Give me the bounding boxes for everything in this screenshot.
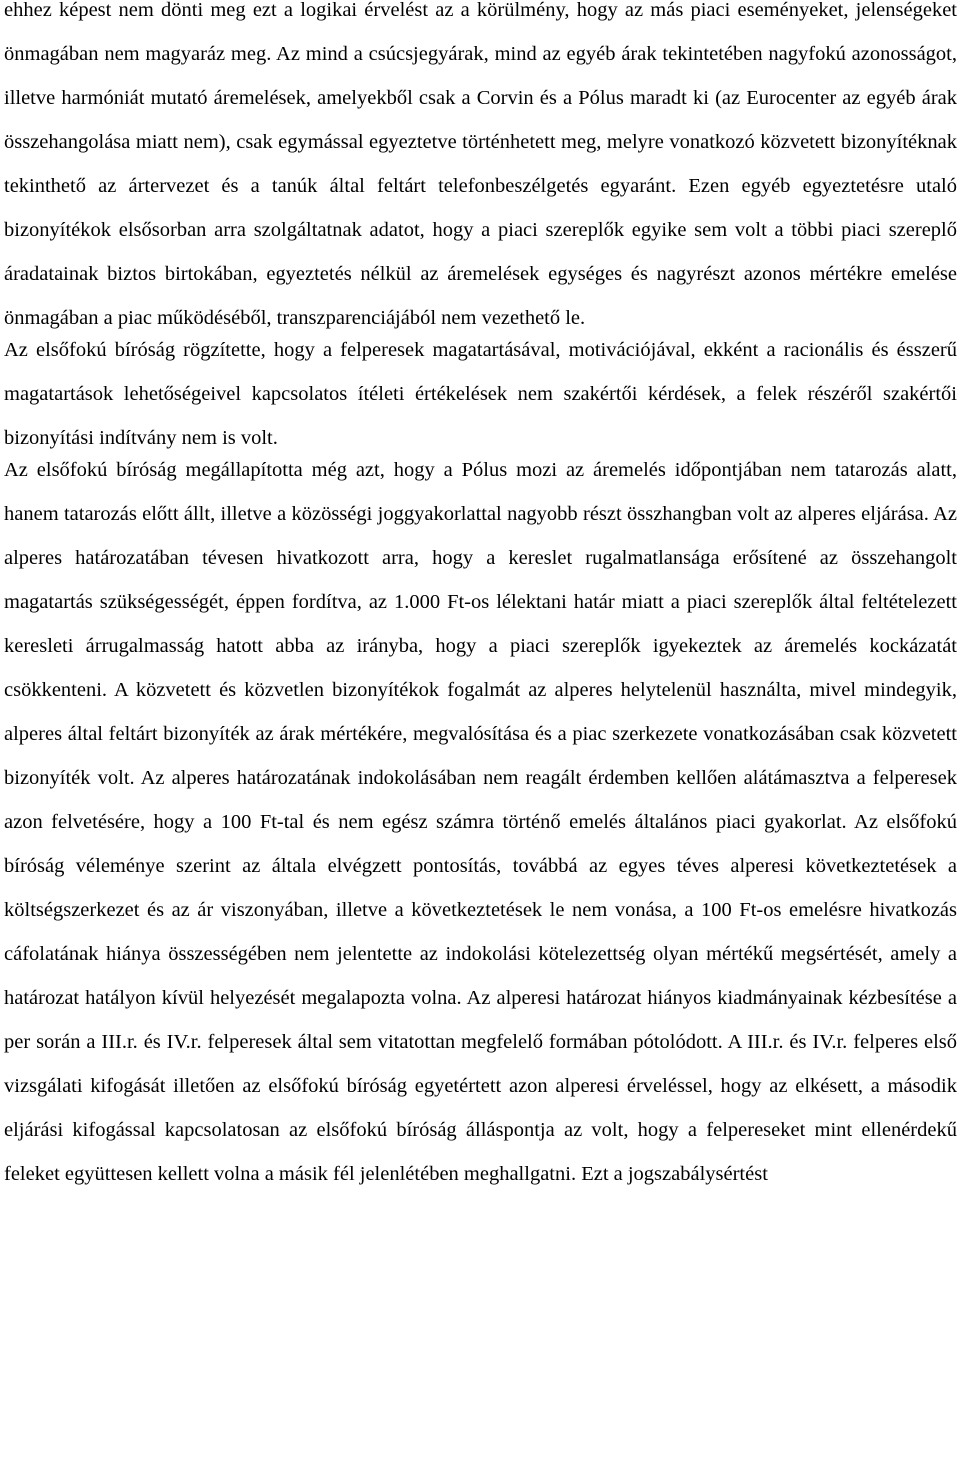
paragraph-2: Az elsőfokú bíróság rögzítette, hogy a felperesek magatartásával, motivációjával, ekként a racionális és ésszerű magatartások lehetőségeivel kapcsolatos ítéleti értékelések nem szakértői kérdések, a felek részéről szakértői bizonyítási indítvány nem is volt. [4, 339, 957, 449]
paragraph-3: Az elsőfokú bíróság megállapította még azt, hogy a Pólus mozi az áremelés időpontjában nem tatarozás alatt, hanem tatarozás előtt állt, illetve a közösségi joggyakorlattal nagyobb részt összhangban volt az alperes eljárása. Az alperes határozatában tévesen hivatkozott arra, hogy a kereslet rugalmatlansága erősítené az összehangolt magatartás szükségességét, éppen fordítva, az 1.000 Ft-os lélektani határ miatt a piaci szereplők által feltételezett keresleti árrugalmasság hatott abba az irányba, hogy a piaci szereplők igyekeztek az áremelés kockázatát csökkenteni. A közvetett és közvetlen bizonyítékok fogalmát az alperes helytelenül használta, mivel mindegyik, alperes által feltárt bizonyíték az árak mértékére, megvalósítása és a piac szerkezete vonatkozásában csak közvetett bizonyíték volt. Az alperes határozatának indokolásában nem reagált érdemben kellően alátámasztva a felperesek azon felvetésére, hogy a 100 Ft-tal és nem egész számra történő emelés általános piaci gyakorlat. Az elsőfokú bíróság véleménye szerint az általa elvégzett pontosítás, továbbá az egyes téves alperesi következtetések a költségszerkezet és az ár viszonyában, illetve a következtetések le nem vonása, a 100 Ft-os emelésre hivatkozás cáfolatának hiánya összességében nem jelentette az indokolási kötelezettség olyan mértékű megsértését, amely a határozat hatályon kívül helyezését megalapozta volna. Az alperesi határozat hiányos kiadmányainak kézbesítése a per során a III.r. és IV.r. felperesek által sem vitatottan megfelelő formában pótolódott. A III.r. és IV.r. felperes első vizsgálati kifogását illetően az elsőfokú bíróság egyetértett azon alperesi érveléssel, hogy az elkésett, a második eljárási kifogással kapcsolatosan az elsőfokú bíróság álláspontja az volt, hogy a felpereseket mint ellenérdekű feleket együttesen kellett volna a másik fél jelenlétében meghallgatni. Ezt a jogszabálysértést [4, 459, 957, 1185]
paragraph-1: ehhez képest nem dönti meg ezt a logikai érvelést az a körülmény, hogy az más piaci eseményeket, jelenségeket önmagában nem magyaráz meg. Az mind a csúcsjegyárak, mind az egyéb árak tekintetében nagyfokú azonosságot, illetve harmóniát mutató áremelések, amelyekből csak a Corvin és a Pólus maradt ki (az Eurocenter az egyéb árak összehangolása miatt nem), csak egymással egyeztetve történhetett meg, melyre vonatkozó közvetett bizonyítéknak tekinthető az ártervezet és a tanúk által feltárt telefonbeszélgetés egyaránt. Ezen egyéb egyeztetésre utaló bizonyítékok elsősorban arra szolgáltatnak adatot, hogy a piaci szereplők egyike sem volt a többi piaci szereplő áradatainak biztos birtokában, egyeztetés nélkül az áremelések egységes és nagyrészt azonos mértékre emelése önmagában a piac működéséből, transzparenciájából nem vezethető le. [4, 0, 957, 329]
